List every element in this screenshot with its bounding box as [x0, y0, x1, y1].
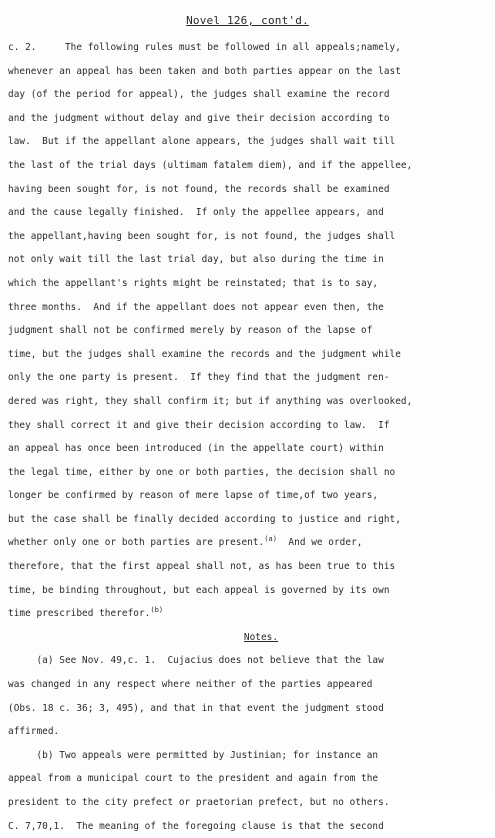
text-line: three months. And if the appellant does not appear even then, the — [8, 301, 384, 313]
text-line: only the one party is present. If they find that the judgment ren- — [8, 372, 390, 384]
text-line: having been sought for, is not found, the records shall be examined — [8, 183, 390, 195]
note-line: was changed in any respect where neither of the parties appeared — [8, 679, 373, 691]
text-line: law. But if the appellant alone appears, the judges shall wait till — [8, 136, 396, 148]
text-line-end: And we order, — [277, 537, 363, 549]
note-line: appeal from a municipal court to the president and again from the — [8, 773, 379, 785]
text-line: whenever an appeal has been taken and both parties appear on the last — [8, 65, 401, 77]
text-line: time, be binding throughout, but each appeal is governed by its own — [8, 584, 390, 596]
text-line: which the appellant's rights might be reinstated; that is to say, — [8, 277, 379, 289]
body-text — [8, 36, 490, 838]
footnote-mark-a: (a) — [264, 535, 278, 544]
text-line: therefore, that the first appeal shall not, as has been true to this — [8, 561, 396, 573]
text-line: judgment shall not be confirmed merely by reason of the lapse of — [8, 325, 373, 337]
text-line — [8, 602, 490, 626]
note-line: (b) Two appeals were permitted by Justinian; for instance an — [8, 749, 379, 761]
text-line: the legal time, either by one or both parties, the decision shall no — [8, 466, 396, 478]
text-line-start: time prescribed therefor. — [8, 608, 151, 620]
text-line: and the judgment without delay and give their decision according to — [8, 112, 390, 124]
notes-heading: Notes. — [243, 631, 279, 643]
text-line: but the case shall be finally decided according to justice and right, — [8, 513, 401, 525]
text-line: an appeal has once been introduced (in the appellate court) within — [8, 443, 384, 455]
note-line: (Obs. 18 c. 36; 3, 495), and that in that event the judgment stood — [8, 702, 384, 714]
text-line-start: whether only one or both parties are present. — [8, 537, 265, 549]
text-line: dered was right, they shall confirm it; but if anything was overlooked, — [8, 395, 413, 407]
text-line: c. 2. The following rules must be followed in all appeals;namely, — [8, 42, 401, 53]
text-line — [8, 531, 490, 555]
text-line: the last of the trial days (ultimam fatalem diem), and if the appellee, — [8, 159, 413, 171]
text-line: the appellant,having been sought for, is not found, the judges shall — [8, 230, 396, 242]
text-line: longer be confirmed by reason of mere lapse of time,of two years, — [8, 490, 379, 502]
note-line: affirmed. — [8, 726, 60, 738]
footnote-mark-b: (b) — [150, 606, 164, 615]
text-line: time, but the judges shall examine the records and the judgment while — [8, 348, 401, 360]
note-line: president to the city prefect or praetorian prefect, but no others. — [8, 797, 390, 808]
note-line: C. 7,70,1. The meaning of the foregoing clause is that the second — [8, 820, 384, 832]
text-line: day (of the period for appeal), the judges shall examine the record — [8, 89, 390, 101]
page-title: Novel 126, cont'd. — [186, 14, 309, 27]
text-line: and the cause legally finished. If only the appellee appears, and — [8, 207, 384, 219]
note-line: (a) See Nov. 49,c. 1. Cujacius does not believe that the law — [8, 655, 384, 667]
text-line: they shall correct it and give their decision according to law. If — [8, 419, 390, 431]
text-line: not only wait till the last trial day, but also during the time in — [8, 254, 384, 266]
